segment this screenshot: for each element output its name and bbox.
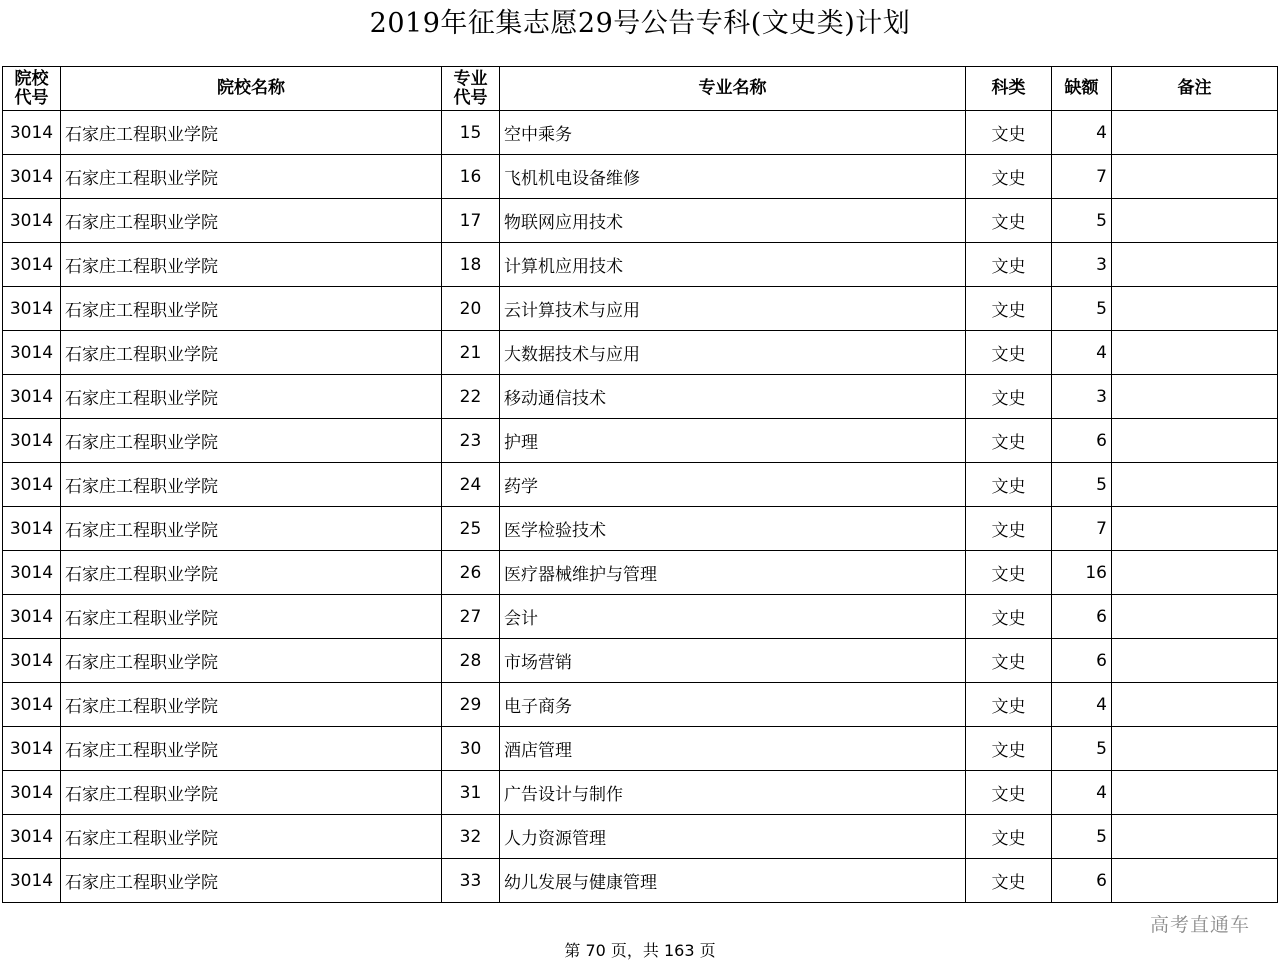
cell-category: 文史 — [966, 639, 1052, 683]
cell-category: 文史 — [966, 287, 1052, 331]
cell-category: 文史 — [966, 771, 1052, 815]
cell-major-name: 医疗器械维护与管理 — [500, 551, 966, 595]
cell-vacancy: 5 — [1052, 727, 1112, 771]
cell-vacancy: 3 — [1052, 243, 1112, 287]
cell-school-code: 3014 — [3, 683, 61, 727]
cell-school-name: 石家庄工程职业学院 — [61, 551, 442, 595]
cell-category: 文史 — [966, 375, 1052, 419]
cell-major-code: 15 — [442, 111, 500, 155]
cell-vacancy: 4 — [1052, 771, 1112, 815]
cell-major-name: 医学检验技术 — [500, 507, 966, 551]
cell-vacancy: 5 — [1052, 815, 1112, 859]
cell-major-code: 32 — [442, 815, 500, 859]
cell-remark — [1112, 419, 1278, 463]
cell-category: 文史 — [966, 815, 1052, 859]
cell-school-name: 石家庄工程职业学院 — [61, 111, 442, 155]
cell-major-code: 20 — [442, 287, 500, 331]
cell-school-name: 石家庄工程职业学院 — [61, 243, 442, 287]
cell-school-name: 石家庄工程职业学院 — [61, 595, 442, 639]
table-row — [3, 111, 1278, 155]
cell-school-code: 3014 — [3, 375, 61, 419]
cell-major-name: 云计算技术与应用 — [500, 287, 966, 331]
cell-remark — [1112, 859, 1278, 903]
cell-major-name: 人力资源管理 — [500, 815, 966, 859]
cell-major-code: 17 — [442, 199, 500, 243]
cell-school-name: 石家庄工程职业学院 — [61, 727, 442, 771]
cell-major-name: 广告设计与制作 — [500, 771, 966, 815]
cell-remark — [1112, 111, 1278, 155]
cell-remark — [1112, 287, 1278, 331]
cell-major-code: 29 — [442, 683, 500, 727]
cell-remark — [1112, 551, 1278, 595]
cell-vacancy: 5 — [1052, 287, 1112, 331]
cell-school-code: 3014 — [3, 331, 61, 375]
table-row — [3, 551, 1278, 595]
cell-major-code: 21 — [442, 331, 500, 375]
table-row — [3, 771, 1278, 815]
cell-major-code: 33 — [442, 859, 500, 903]
cell-vacancy: 4 — [1052, 331, 1112, 375]
cell-school-name: 石家庄工程职业学院 — [61, 331, 442, 375]
cell-major-code: 27 — [442, 595, 500, 639]
table-row — [3, 463, 1278, 507]
table-row — [3, 419, 1278, 463]
table-row — [3, 859, 1278, 903]
header-remark: 备注 — [1112, 67, 1278, 111]
page-footer: 第 70 页，共 163 页 — [564, 941, 716, 960]
cell-remark — [1112, 507, 1278, 551]
cell-major-name: 大数据技术与应用 — [500, 331, 966, 375]
cell-major-name: 移动通信技术 — [500, 375, 966, 419]
cell-remark — [1112, 595, 1278, 639]
cell-vacancy: 4 — [1052, 683, 1112, 727]
cell-major-name: 电子商务 — [500, 683, 966, 727]
cell-school-name: 石家庄工程职业学院 — [61, 155, 442, 199]
table-row — [3, 155, 1278, 199]
cell-category: 文史 — [966, 859, 1052, 903]
header-school-name: 院校名称 — [61, 67, 442, 111]
cell-school-name: 石家庄工程职业学院 — [61, 683, 442, 727]
cell-category: 文史 — [966, 155, 1052, 199]
cell-major-name: 酒店管理 — [500, 727, 966, 771]
cell-vacancy: 6 — [1052, 595, 1112, 639]
cell-school-code: 3014 — [3, 815, 61, 859]
cell-school-code: 3014 — [3, 155, 61, 199]
cell-category: 文史 — [966, 683, 1052, 727]
cell-remark — [1112, 155, 1278, 199]
cell-category: 文史 — [966, 551, 1052, 595]
cell-school-name: 石家庄工程职业学院 — [61, 419, 442, 463]
cell-vacancy: 5 — [1052, 463, 1112, 507]
cell-school-code: 3014 — [3, 463, 61, 507]
cell-major-name: 会计 — [500, 595, 966, 639]
header-category: 科类 — [966, 67, 1052, 111]
cell-school-name: 石家庄工程职业学院 — [61, 199, 442, 243]
table-row — [3, 331, 1278, 375]
cell-vacancy: 3 — [1052, 375, 1112, 419]
cell-school-code: 3014 — [3, 639, 61, 683]
cell-major-code: 24 — [442, 463, 500, 507]
table-row — [3, 243, 1278, 287]
cell-major-name: 计算机应用技术 — [500, 243, 966, 287]
cell-remark — [1112, 331, 1278, 375]
cell-remark — [1112, 375, 1278, 419]
cell-major-name: 市场营销 — [500, 639, 966, 683]
header-major-code: 专业 代号 — [442, 67, 500, 111]
cell-vacancy: 6 — [1052, 639, 1112, 683]
cell-school-code: 3014 — [3, 771, 61, 815]
cell-vacancy: 6 — [1052, 859, 1112, 903]
cell-major-code: 25 — [442, 507, 500, 551]
cell-school-code: 3014 — [3, 859, 61, 903]
cell-vacancy: 6 — [1052, 419, 1112, 463]
cell-school-name: 石家庄工程职业学院 — [61, 287, 442, 331]
cell-remark — [1112, 815, 1278, 859]
cell-remark — [1112, 683, 1278, 727]
plan-table — [2, 66, 1278, 903]
cell-category: 文史 — [966, 419, 1052, 463]
watermark: 高考直通车 — [1149, 914, 1250, 936]
cell-category: 文史 — [966, 199, 1052, 243]
cell-remark — [1112, 727, 1278, 771]
table-row — [3, 375, 1278, 419]
cell-category: 文史 — [966, 507, 1052, 551]
cell-category: 文史 — [966, 595, 1052, 639]
cell-school-code: 3014 — [3, 199, 61, 243]
table-row — [3, 639, 1278, 683]
cell-school-name: 石家庄工程职业学院 — [61, 639, 442, 683]
cell-school-code: 3014 — [3, 111, 61, 155]
cell-vacancy: 7 — [1052, 507, 1112, 551]
cell-school-code: 3014 — [3, 727, 61, 771]
cell-school-name: 石家庄工程职业学院 — [61, 859, 442, 903]
cell-vacancy: 4 — [1052, 111, 1112, 155]
cell-major-code: 16 — [442, 155, 500, 199]
header-major-name: 专业名称 — [500, 67, 966, 111]
cell-category: 文史 — [966, 463, 1052, 507]
cell-category: 文史 — [966, 331, 1052, 375]
table-row — [3, 595, 1278, 639]
cell-major-name: 物联网应用技术 — [500, 199, 966, 243]
cell-major-code: 22 — [442, 375, 500, 419]
cell-school-code: 3014 — [3, 507, 61, 551]
cell-major-code: 31 — [442, 771, 500, 815]
cell-major-code: 18 — [442, 243, 500, 287]
header-school-code: 院校 代号 — [3, 67, 61, 111]
cell-school-name: 石家庄工程职业学院 — [61, 375, 442, 419]
cell-remark — [1112, 199, 1278, 243]
table-row — [3, 287, 1278, 331]
cell-major-name: 幼儿发展与健康管理 — [500, 859, 966, 903]
cell-major-code: 30 — [442, 727, 500, 771]
cell-remark — [1112, 639, 1278, 683]
cell-major-name: 飞机机电设备维修 — [500, 155, 966, 199]
cell-school-code: 3014 — [3, 243, 61, 287]
cell-school-name: 石家庄工程职业学院 — [61, 463, 442, 507]
cell-school-code: 3014 — [3, 419, 61, 463]
cell-school-code: 3014 — [3, 287, 61, 331]
table-row — [3, 199, 1278, 243]
table-row — [3, 507, 1278, 551]
page-title: 2019年征集志愿29号公告专科(文史类)计划 — [369, 8, 911, 39]
table-body — [3, 111, 1278, 903]
cell-major-name: 护理 — [500, 419, 966, 463]
cell-vacancy: 5 — [1052, 199, 1112, 243]
cell-remark — [1112, 771, 1278, 815]
table-row — [3, 727, 1278, 771]
table-header-row — [3, 67, 1278, 111]
cell-school-code: 3014 — [3, 595, 61, 639]
cell-category: 文史 — [966, 243, 1052, 287]
cell-category: 文史 — [966, 727, 1052, 771]
cell-category: 文史 — [966, 111, 1052, 155]
cell-school-name: 石家庄工程职业学院 — [61, 771, 442, 815]
cell-major-code: 23 — [442, 419, 500, 463]
cell-major-name: 空中乘务 — [500, 111, 966, 155]
header-vacancy: 缺额 — [1052, 67, 1112, 111]
cell-school-name: 石家庄工程职业学院 — [61, 507, 442, 551]
table-row — [3, 683, 1278, 727]
cell-remark — [1112, 463, 1278, 507]
cell-major-name: 药学 — [500, 463, 966, 507]
cell-vacancy: 16 — [1052, 551, 1112, 595]
cell-school-name: 石家庄工程职业学院 — [61, 815, 442, 859]
table-row — [3, 815, 1278, 859]
cell-school-code: 3014 — [3, 551, 61, 595]
cell-major-code: 26 — [442, 551, 500, 595]
cell-major-code: 28 — [442, 639, 500, 683]
cell-vacancy: 7 — [1052, 155, 1112, 199]
cell-remark — [1112, 243, 1278, 287]
